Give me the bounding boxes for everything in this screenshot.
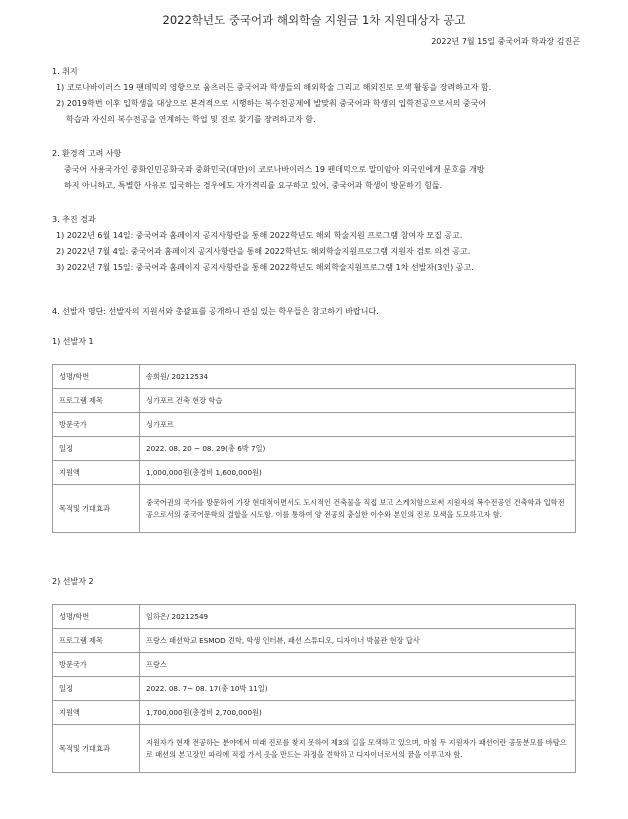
section-selectees [52,304,592,320]
table-row [53,725,576,773]
caption-text: 1) 선발자 1 [52,337,94,346]
row-value: 2022. 08. 7~ 08. 17(총 10박 11일) [140,677,576,701]
section-line: 1) 코로나바이러스 19 팬데믹의 영향으로 움츠러든 중국어과 학생들의 해외학술 그리고 해외진로 모색 활동을 장려하고자 함. [56,83,492,92]
selectee1-table [52,364,576,533]
row-value: 프랑스 [140,653,576,677]
selectee2-table [52,604,576,773]
row-value: 중국어권의 국가를 방문하여 가장 현대적이면서도 도시적인 건축물을 직접 보고 스케치함으로써 지원자의 복수전공인 건축학과 입학전공으로서의 중국어문학의 결합을 시도함. 이를 통하여 양 전공의 충실한 이수와 본인의 진로 모색을 도모하고자 함. [140,485,576,533]
row-value: 싱가포르 건축 현장 학습 [140,389,576,413]
row-value: 2022. 08. 20 ~ 08. 29(총 6박 7일) [140,437,576,461]
row-label: 일정 [53,437,140,461]
row-label: 성명/학번 [53,365,140,389]
table-row [53,677,576,701]
row-label: 지원액 [53,701,140,725]
table-row [53,485,576,533]
section-line: 중국어 사용국가인 중화인민공화국과 중화민국(대만)이 코로나바이러스 19 펜데믹으로 말미암아 외국인에게 문호를 개방 [64,165,485,174]
section-line: 1) 2022년 6월 14일: 중국어과 홈페이지 공지사항란을 통해 2022학년도 해외 학술지원 프로그램 참여자 모집 공고. [56,231,463,240]
row-value: 임하은/ 20212549 [140,605,576,629]
row-label: 일정 [53,677,140,701]
row-label: 방문국가 [53,653,140,677]
section-line: 2) 2019학번 이후 입학생을 대상으로 본격적으로 시행하는 복수전공제에 발맞춰 중국어과 학생의 입학전공으로서의 중국어 [56,99,487,108]
row-value: 1,700,000원(총경비 2,700,000원) [140,701,576,725]
section-line: 학습과 자신의 복수전공을 연계하는 학업 및 진로 찾기를 장려하고자 함. [66,115,316,124]
row-label: 프로그램 제목 [53,629,140,653]
table-row [53,461,576,485]
selectee1-caption [52,334,592,350]
row-label: 방문국가 [53,413,140,437]
table-row [53,605,576,629]
section-progress [52,212,592,276]
selectee2-caption [52,574,592,590]
row-label: 프로그램 제목 [53,389,140,413]
section-line: 2) 2022년 7월 4일: 중국어과 홈페이지 공지사항란을 통해 2022학년도 해외학술지원프로그램 지원자 검토 의견 공고. [56,247,471,256]
row-value: 1,000,000원(총경비 1,600,000원) [140,461,576,485]
table-row [53,389,576,413]
row-value: 지원자가 현재 전공하는 분야에서 미래 진로를 찾지 못하여 제3의 길을 모색하고 있으며, 마침 두 지원자가 패션이란 공동분모를 바탕으로 패션의 본고장인 파리에 직접 가서 옷을 만드는 과정을 견학하고 디자이너로서의 꿈을 이루고자 함. [140,725,576,773]
table-row [53,413,576,437]
document-title: 2022학년도 중국어과 해외학술 지원금 1차 지원대상자 공고 [162,13,466,27]
row-value: 프랑스 패션학교 ESMOD 견학, 학생 인터뷰, 패션 스튜디오, 디자이너 박물관 현장 답사 [140,629,576,653]
caption-text: 2) 선발자 2 [52,577,94,586]
section-purpose [52,64,592,128]
section-heading: 4. 선발자 명단: 선발자의 지원서와 총괄표를 공개하니 관심 있는 학우들은 참고하기 바랍니다. [52,307,379,316]
section-heading: 1. 취지 [52,67,78,76]
section-heading: 2. 환경적 고려 사항 [52,149,122,158]
section-line: 하지 아니하고, 특별한 사유로 입국하는 경우에도 자가격리를 요구하고 있어, 중국어과 학생이 방문하기 힘듦. [64,181,443,190]
section-heading: 3. 추진 경과 [52,215,96,224]
row-label: 성명/학번 [53,605,140,629]
document-dateline: 2022년 7월 15일 중국어과 학과장 김진곤 [431,37,580,46]
row-value: 송희원/ 20212534 [140,365,576,389]
row-label: 목적및 기대효과 [53,485,140,533]
table-row [53,437,576,461]
table-row [53,629,576,653]
table-row [53,653,576,677]
table-row [53,365,576,389]
row-label: 지원액 [53,461,140,485]
table-row [53,701,576,725]
row-label: 목적및 기대효과 [53,725,140,773]
section-environment [52,146,592,194]
section-line: 3) 2022년 7월 15일: 중국어과 홈페이지 공지사항란을 통해 2022학년도 해외학술지원프로그램 1차 선발자(3인) 공고. [56,263,474,272]
row-value: 싱가포르 [140,413,576,437]
